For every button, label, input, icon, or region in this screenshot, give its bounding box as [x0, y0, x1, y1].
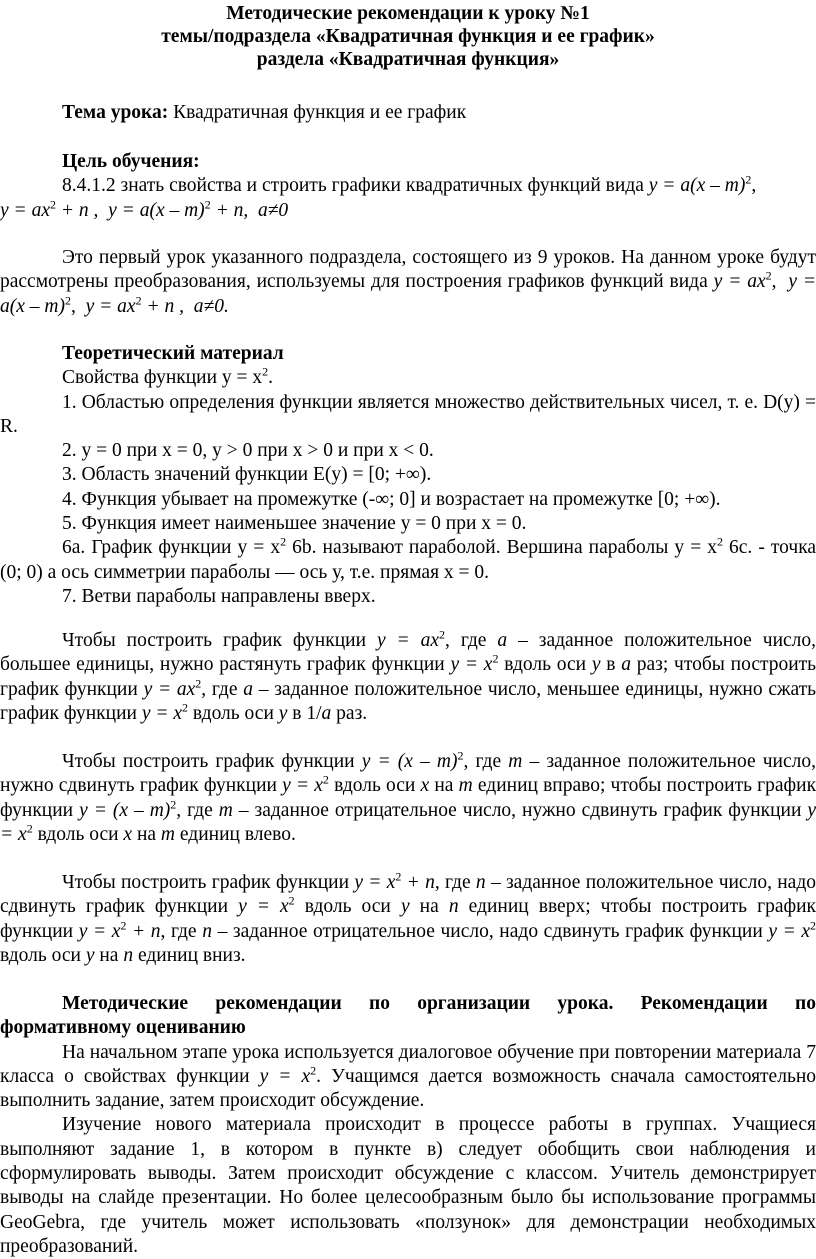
pm-s4: вдоль оси [334, 775, 416, 797]
v-m: m [508, 751, 523, 772]
pm-s3: – заданное положительное число, нужно сдвинуть график функции [0, 751, 816, 797]
pa-s7: , где [201, 678, 238, 700]
goal-label: Цель обучения: [62, 151, 200, 172]
pn-s10: на [99, 944, 119, 966]
intro-text: Это первый урок указанного подраздела, состоящего из 9 уроков. На данном уроке будут рассмотрены преобразования, используемы для построения графиков функций вида [0, 247, 816, 293]
pa-s2: , где [445, 630, 487, 651]
pa-s3: – заданное положительное число, большее единицы, нужно растянуть график функции [0, 630, 816, 676]
f-yx: y = x [78, 920, 121, 942]
title-line-3: раздела «Квадратичная функция» [256, 49, 560, 70]
methods-p2: Изучение нового материала происходит в процессе работы в группах. Учащиеся выполняют задание 1, в котором в пункте в) следует обобщить свои наблюдения и сформулировать выводы. Затем происходит обсуждение с классом. Учитель демонстрирует выводы на слайде презентации. Но более целесообразным было бы использование программы GeoGebra, где учитель может использовать «ползунок» для демонстрации необходимых преобразований. [0, 1114, 816, 1257]
f-plusn: + n [126, 920, 161, 942]
sq: 2 [195, 676, 202, 691]
v-n: n [448, 896, 459, 918]
sq: 2 [322, 772, 329, 787]
pn-s1: Чтобы построить график функции [62, 872, 350, 893]
pn-s2: , где [434, 872, 471, 893]
theory-item-1: 1. Областью определения функции является множество действительных чисел, т. е. D(y) = R. [0, 391, 816, 437]
v-y: y [278, 702, 288, 724]
sq: 2 [492, 651, 499, 666]
f-yax: y = ax [376, 630, 440, 651]
intro-formula-4: a≠0. [193, 295, 229, 317]
methods-section [0, 992, 816, 1259]
v-x: x [123, 823, 133, 845]
theory-item-7: 7. Ветви параболы направлены вверх. [62, 585, 376, 607]
pm-s11: единиц влево. [179, 823, 296, 845]
title-line-2: темы/подраздела «Квадратичная функция и ее график» [161, 26, 655, 47]
sq: 2 [280, 534, 287, 549]
topic-section [0, 101, 816, 125]
sq: 2 [182, 700, 189, 715]
pn-s9: вдоль оси [0, 944, 81, 966]
pn-s7: , где [160, 920, 197, 942]
sq: 2 [170, 797, 177, 812]
goal-formula-2b: + n , [55, 199, 99, 221]
pm-s10: на [136, 823, 157, 845]
v-n: n [202, 920, 212, 942]
pm-s7: , где [176, 799, 213, 821]
sq: 2 [745, 172, 752, 187]
pm-s1: Чтобы построить график функции [62, 751, 355, 772]
pa-s6: раз; чтобы построить график функции [0, 654, 816, 700]
theory-item-3: 3. Область значений функции E(у) = [0; +∞). [62, 464, 432, 486]
f-yx: y = x [238, 896, 289, 918]
f-yx: y = x [354, 872, 396, 893]
methods-p1b: . Учащимся дается возможность сначала самостоятельно выполнить задание, затем происходит обсуждение. [0, 1065, 816, 1112]
sq: 2 [716, 534, 723, 549]
pn-s8: – заданное отрицательное число, надо сдвинуть график функции [217, 920, 763, 942]
f-yx: y = x [768, 920, 811, 942]
goal-line: 8.4.1.2 знать свойства и строить графики квадратичных функций вида y = a(x – m)$^2$, [62, 172, 757, 197]
sq: 2 [810, 918, 816, 933]
goal-formula-4: a≠0 [257, 199, 289, 221]
pm-s9: вдоль оси [37, 823, 119, 845]
f-yx: y = x [259, 1065, 311, 1087]
v-a: a [321, 702, 332, 724]
theory-item-5: 5. Функция имеет наименьшее значение у = 0 при х = 0. [62, 513, 527, 535]
pa-s10: в 1/ [292, 702, 322, 724]
v-y: y [400, 896, 410, 918]
f-ymx: y = (x – m) [79, 799, 171, 821]
theory-item-6 [0, 536, 816, 585]
pn-s11: единиц вниз. [137, 944, 246, 966]
v-y: y [85, 944, 95, 966]
sq: 2 [395, 869, 402, 884]
sq: 2 [49, 197, 56, 212]
pn-s5: на [419, 896, 439, 918]
v-a: a [243, 678, 253, 700]
pa-s8: – заданное положительное число, меньшее единицы, нужно сжать график функции [0, 678, 816, 724]
f-yx: y = x [282, 775, 323, 797]
pa-s4: вдоль оси [504, 654, 587, 676]
document-title [0, 2, 816, 71]
v-a: a [497, 630, 508, 651]
pa-s11: раз. [336, 702, 368, 724]
sq: 2 [457, 748, 464, 763]
f-yx: y = x [450, 654, 493, 676]
v-a: a [621, 654, 631, 676]
stretch-paragraph [0, 629, 816, 726]
shift-vertical-paragraph [0, 871, 816, 968]
topic-label: Тема урока: [62, 102, 169, 123]
goal-formulas [0, 199, 816, 223]
goal-section [0, 150, 816, 223]
v-n: n [475, 872, 486, 893]
goal-formula-3: y = a(x – m) [108, 199, 205, 221]
v-m: m [218, 799, 233, 821]
sq: 2 [64, 293, 71, 308]
methods-p1a: На начальном этапе урока используется диалоговое обучение при повторении материала 7 класса о свойствах функции [0, 1041, 816, 1087]
theory-item-4: 4. Функция убывает на промежутке (-∞; 0] и возрастает на промежутке [0; +∞). [62, 488, 721, 510]
goal-formula-3b: + n, [210, 199, 249, 221]
sq: 2 [288, 893, 295, 908]
pm-s2: , где [463, 751, 502, 772]
sq: 2 [135, 293, 142, 308]
intro-formula-1: y = ax [713, 271, 766, 293]
f-yx: y = x [0, 799, 816, 845]
sq: 2 [310, 1063, 317, 1078]
theory-item-6b: 6b. называют параболой. Вершина параболы у = х [292, 537, 717, 559]
v-n: n [123, 944, 134, 966]
goal-code-text: 8.4.1.2 знать свойства и строить графики квадратичных функций вида [62, 175, 644, 197]
v-m: m [458, 775, 473, 797]
pm-s8: – заданное отрицательное число, нужно сдвинуть график функции [238, 799, 802, 821]
f-plusn: + n [401, 872, 435, 893]
sq: 2 [262, 364, 269, 379]
intro-formula-3: y = ax [85, 295, 136, 317]
pm-s5: на [434, 775, 454, 797]
v-y: y [591, 654, 601, 676]
shift-horizontal-paragraph [0, 750, 816, 847]
goal-formula-1: y = a(x – m) [648, 175, 746, 197]
pa-s9: вдоль оси [192, 702, 274, 724]
v-x: x [420, 775, 430, 797]
theory-heading: Теоретический материал [62, 343, 284, 364]
theory-section: Теоретический материал Свойства функции $у = х^2$. 1. Областью определения функции является множество действительных чисел, т. е. D(y) = R. 2. у = 0 при х = 0, у > 0 при х > 0 и при х < 0. 3. Область значений функции E(у) = [0; +∞). 4. Функция убывает на промежутке (-∞; 0] и возрастает на промежутке [0; +∞). 5. Функция имеет наименьшее значение у = 0 при х = 0. 6a. График функции $у = х^2$ 6b. называют параболой. Вершина параболы $у = х^2$ 6c. - точка (0; 0) а ось симметрии параболы — ось у, т.е. прямая х = 0. 7. Ветви параболы направлены вверх. [0, 342, 816, 609]
pn-s3: – заданное положительное число, надо сдвинуть график функции [0, 872, 816, 918]
v-m: m [160, 823, 176, 845]
methods-heading: Методические рекомендации по организации урока. Рекомендации по формативному оцениванию [0, 993, 816, 1039]
goal-formula-2: y = ax [0, 199, 50, 221]
sq: 2 [26, 821, 33, 836]
intro-formula-2: y = a(x – m) [0, 271, 816, 317]
intro-section: Это первый урок указанного подраздела, состоящего из 9 уроков. На данном уроке будут рассмотрены преобразования, используемы для построения графиков функций вида $y = ax^2$, y = a(x – m)$^2$, $y = ax^2 + n$ , a≠0. [0, 247, 816, 317]
pn-s4: вдоль оси [304, 896, 391, 918]
intro-formula-3b: + n , [141, 295, 184, 317]
theory-item-2: 2. у = 0 при х = 0, у > 0 при х > 0 и при х < 0. [62, 440, 434, 462]
sq: 2 [439, 627, 446, 642]
pa-s5: в [606, 654, 616, 676]
topic-value: Квадратичная функция и ее график [173, 102, 467, 123]
sq: 2 [765, 268, 772, 283]
props-label: Свойства функции у = х [62, 367, 263, 389]
sq: 2 [204, 197, 211, 212]
theory-item-6c: 6c. - точка (0; 0) а ось симметрии параболы — ось у, т.е. прямая х = 0. [0, 537, 816, 583]
pm-s6: единиц вправо; чтобы построить график функции [0, 775, 816, 821]
pa-s1: Чтобы построить график функции [62, 630, 366, 651]
title-line-1: Методические рекомендации к уроку №1 [226, 3, 590, 24]
theory-item-6a: 6a. График функции у = х [62, 537, 281, 559]
f-ymx: y = (x – m) [361, 751, 458, 772]
f-yax: y = ax [143, 678, 196, 700]
pn-s6: единиц вверх; чтобы построить график функции [0, 896, 816, 942]
sq: 2 [120, 918, 127, 933]
f-yx: y = x [141, 702, 183, 724]
